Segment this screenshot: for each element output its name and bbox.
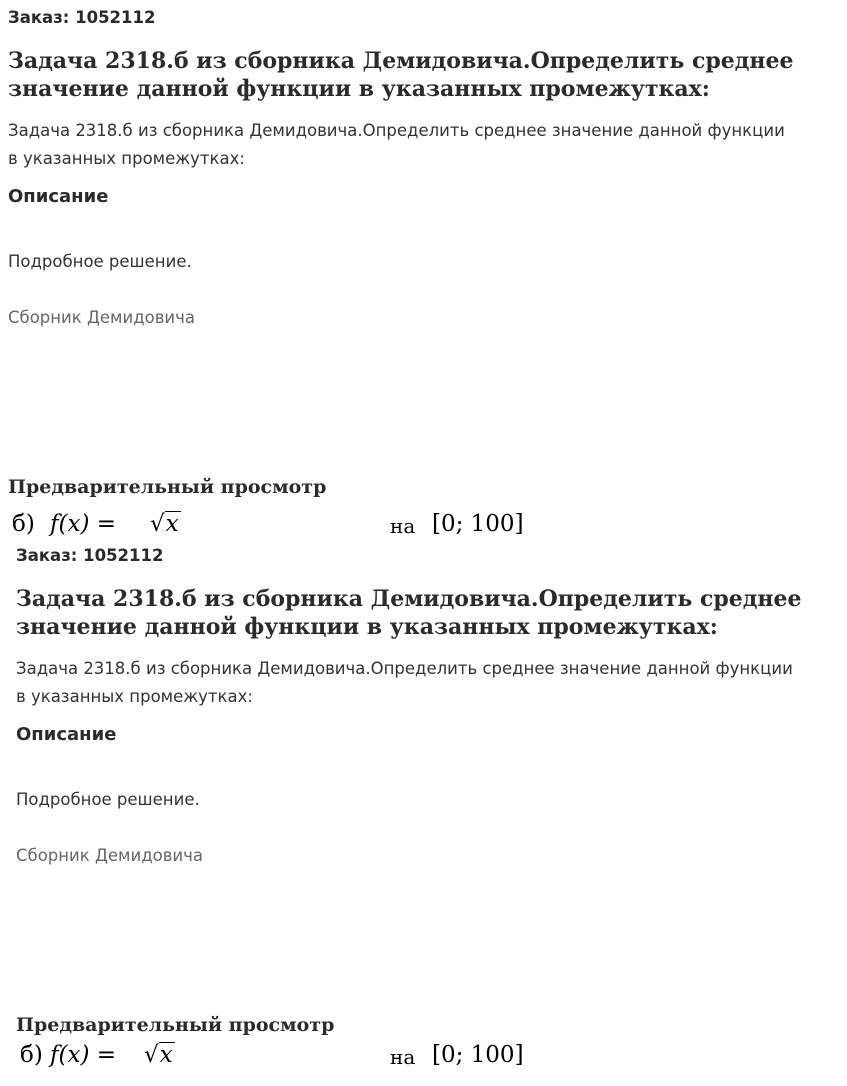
formula-interval: [0; 100] — [432, 1042, 524, 1068]
formula-word-on: на — [390, 514, 416, 538]
formula-radicand: x — [165, 511, 179, 537]
preview-formula — [20, 1038, 580, 1078]
order-number: Заказ: 1052112 — [16, 546, 164, 565]
formula-word-on: на — [390, 1045, 416, 1069]
formula-sqrt — [150, 511, 181, 537]
formula-interval: [0; 100] — [432, 511, 524, 537]
formula-function: f(x) = — [50, 511, 117, 537]
preview-heading: Предварительный просмотр — [8, 476, 327, 498]
description-heading: Описание — [8, 186, 109, 207]
task-lead-text: Задача 2318.б из сборника Демидовича.Определить среднее значение данной функции в указанных промежутках: — [8, 121, 785, 168]
order-number: Заказ: 1052112 — [8, 8, 156, 27]
description-text: Подробное решение. — [8, 252, 192, 271]
description-heading: Описание — [16, 724, 117, 745]
formula-item-label: б) — [12, 511, 35, 537]
formula-function: f(x) = — [50, 1042, 117, 1068]
source-collection-link[interactable]: Сборник Демидовича — [16, 846, 204, 865]
formula-radicand: x — [159, 1042, 173, 1068]
task-title: Задача 2318.б из сборника Демидовича.Определить среднее значение данной функции в указанных промежутках: — [16, 586, 802, 640]
task-lead-text: Задача 2318.б из сборника Демидовича.Определить среднее значение данной функции в указанных промежутках: — [16, 659, 793, 706]
task-title: Задача 2318.б из сборника Демидовича.Определить среднее значение данной функции в указанных промежутках: — [8, 48, 794, 102]
preview-formula — [12, 507, 572, 547]
radical-sign: √ — [150, 511, 165, 537]
formula-sqrt — [144, 1042, 175, 1068]
description-text: Подробное решение. — [16, 790, 200, 809]
source-collection-link[interactable]: Сборник Демидовича — [8, 308, 196, 327]
radical-sign: √ — [144, 1042, 159, 1068]
preview-heading: Предварительный просмотр — [16, 1014, 335, 1036]
formula-item-label: б) — [20, 1042, 43, 1068]
